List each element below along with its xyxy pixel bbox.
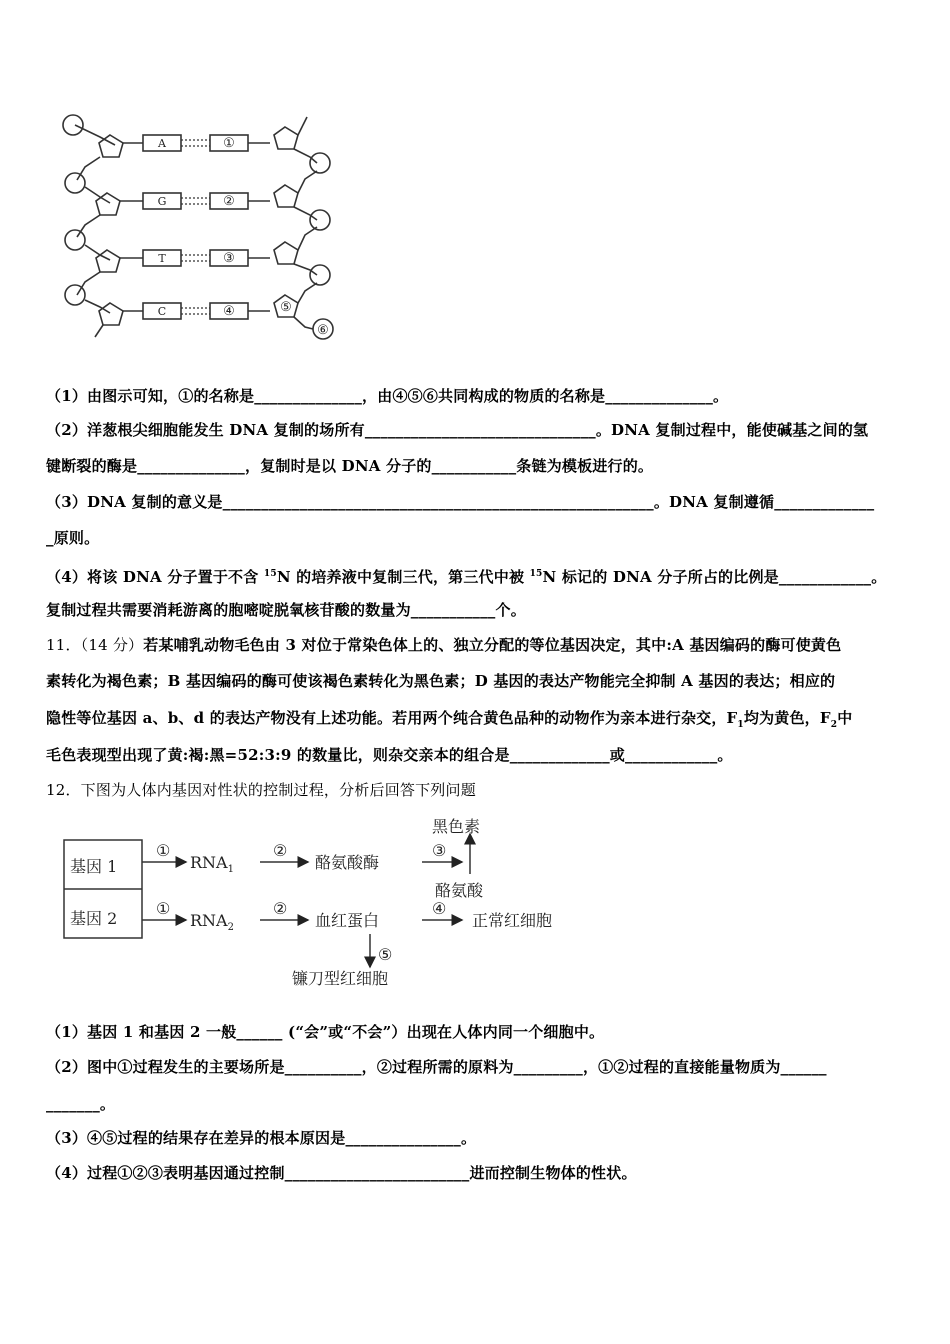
- melanin-label: 黑色素: [432, 817, 481, 836]
- base-label-c: C: [157, 305, 167, 318]
- step5-label: ⑤: [378, 945, 393, 964]
- q12-title: 12．下图为人体内基因对性状的控制过程，分析后回答下列问题: [46, 781, 476, 799]
- rna1-label: $RNA_1$: [190, 853, 234, 875]
- label-6: ⑥: [317, 323, 329, 338]
- q10-part3: （3）DNA 复制的意义是________________________________________________________。DNA 复制遵循_____________: [46, 493, 875, 511]
- label-5: ⑤: [280, 300, 292, 315]
- q12-part4: （4）过程①②③表明基因通过控制________________________进而控制生物体的性状。: [46, 1164, 637, 1182]
- q12-part2: （2）图中①过程发生的主要场所是__________，②过程所需的原料为_________，①②过程的直接能量物质为______: [46, 1058, 827, 1076]
- gene2-label: 基因 2: [70, 909, 118, 928]
- base-label-a: A: [158, 137, 166, 150]
- q10-part1: （1）由图示可知，①的名称是______________，由④⑤⑥共同构成的物质的名称是______________。: [46, 387, 729, 405]
- q10-part2: （2）洋葱根尖细胞能发生 DNA 复制的场所有______________________________。DNA 复制过程中，能使碱基之间的氢: [46, 421, 869, 439]
- partner-label-2: ②: [223, 194, 235, 209]
- normal-rbc-label: 正常红细胞: [472, 911, 553, 930]
- q12-part1: （1）基因 1 和基因 2 一般______ (“会”或“不会”）出现在人体内同一个细胞中。: [46, 1023, 605, 1041]
- q11-line2: 素转化为褐色素；B 基因编码的酶可使该褐色素转化为黑色素；D 基因的表达产物能完全抑制 A 基因的表达；相应的: [46, 672, 836, 690]
- q10-part3-cont: _原则。: [46, 529, 100, 547]
- partner-label-3: ③: [223, 251, 235, 266]
- step2-label-bottom: ②: [273, 899, 288, 918]
- gene-control-diagram: [60, 812, 620, 992]
- q12-part3: （3）④⑤过程的结果存在差异的根本原因是_______________。: [46, 1129, 477, 1147]
- sickle-rbc-label: 镰刀型红细胞: [292, 969, 389, 988]
- base-label-t: T: [158, 252, 166, 265]
- base-label-g: G: [157, 195, 167, 208]
- q10-part4-cont: 复制过程共需要消耗游离的胞嘧啶脱氧核苷酸的数量为___________个。: [46, 601, 526, 619]
- rna2-label: $RNA_2$: [190, 911, 234, 933]
- step1-label-bottom: ①: [156, 899, 171, 918]
- partner-label-1: ①: [223, 136, 235, 151]
- partner-label-4: ④: [223, 304, 235, 319]
- step1-label-top: ①: [156, 841, 171, 860]
- dna-structure-diagram: [55, 105, 355, 350]
- q11-line1: 11．（14 分）若某哺乳动物毛色由 3 对位于常染色体上的、独立分配的等位基因决定，其中:A 基因编码的酶可使黄色: [46, 636, 842, 654]
- step4-label: ④: [432, 899, 447, 918]
- step2-label-top: ②: [273, 841, 288, 860]
- tyrosine-label: 酪氨酸: [435, 881, 484, 900]
- q12-part2-cont: _______。: [46, 1095, 116, 1113]
- hemoglobin-label: 血红蛋白: [315, 911, 380, 930]
- step3-label: ③: [432, 841, 447, 860]
- q11-line4: 毛色表现型出现了黄:褐:黑=52:3:9 的数量比，则杂交亲本的组合是_____________或____________。: [46, 746, 733, 764]
- q10-part2-cont: 键断裂的酶是______________，复制时是以 DNA 分子的___________条链为模板进行的。: [46, 457, 654, 475]
- gene1-label: 基因 1: [70, 857, 118, 876]
- q11-line3: 隐性等位基因 a、b、d 的表达产物没有上述功能。若用两个纯合黄色品种的动物作为亲本进行杂交，$F_1$均为黄色，$F_2$中: [46, 709, 853, 730]
- enzyme-label: 酪氨酸酶: [315, 853, 380, 872]
- q10-part4: （4）将该 DNA 分子置于不含 $^{15}$N 的培养液中复制三代，第三代中被 $^{15}$N 标记的 DNA 分子所占的比例是____________。: [46, 568, 887, 586]
